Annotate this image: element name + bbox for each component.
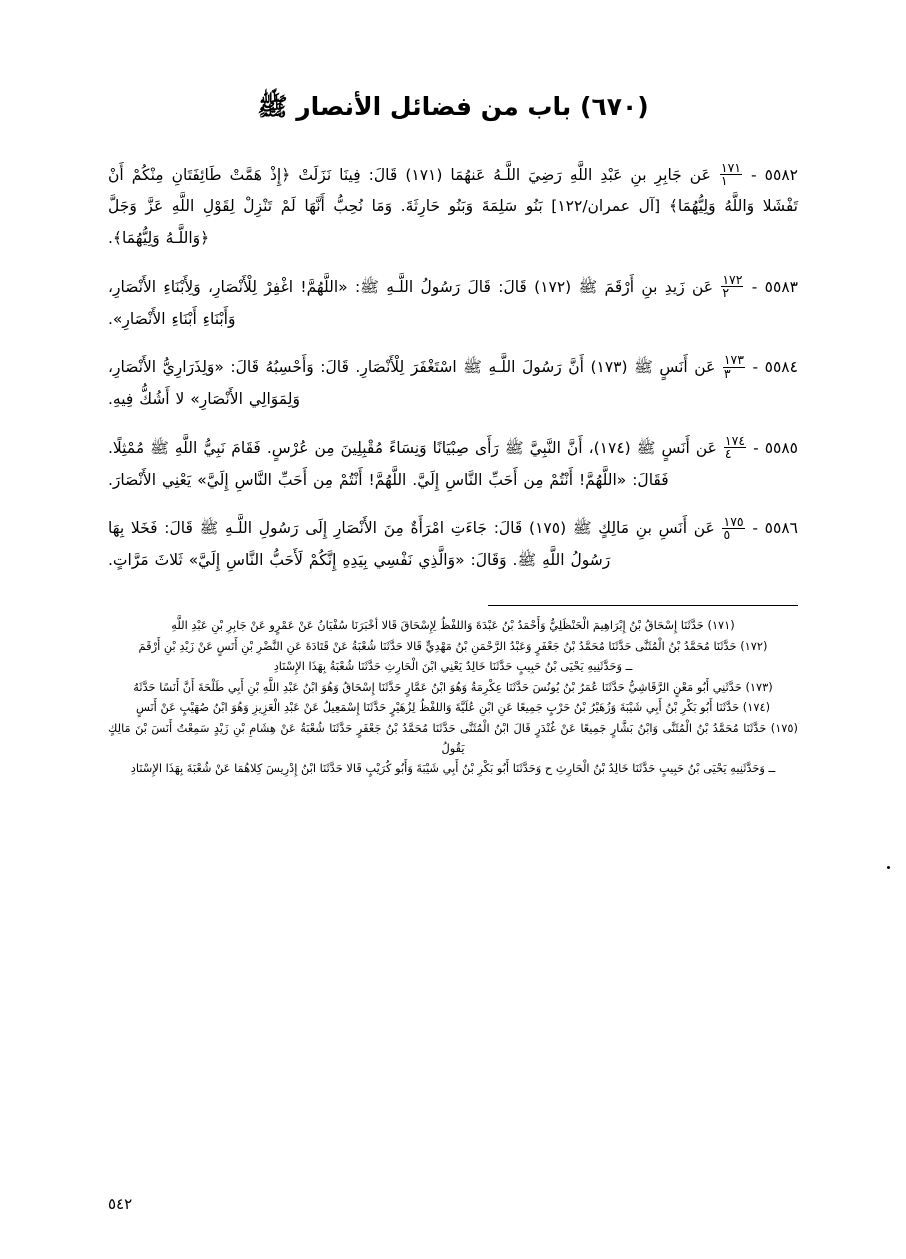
footnote-item (108, 698, 798, 718)
hadith-fraction-bottom: ٤ (724, 446, 732, 462)
hadith-entry (108, 352, 798, 416)
footnote-text: حَدَّثَنَا مُحَمَّدُ بْنُ الْمُثَنَّى وَابْنُ بَشَّارٍ جَمِيعًا عَنْ غُنْدَرٍ قَالَ ابْنُ الْمُثَنَّى حَدَّثَنَا مُحَمَّدُ بْنُ جَعْفَرٍ حَدَّثَنَا شُعْبَةُ عَنْ هِشَامِ بْنِ زَيْدٍ سَمِعْتُ أَنَسَ بْنَ مَالِكٍ يَقُولُ (108, 720, 767, 755)
hadith-fraction-bottom: ٢ (722, 285, 730, 301)
footnote-marker: (١٧٤) (742, 700, 771, 715)
footnote-item (108, 719, 798, 758)
hadith-text: عَن أَنَسِ بنِ مَالِكٍ ﷺ (١٧٥) قَالَ: جَاءَتِ امْرَأَةٌ مِنَ الأَنْصَارِ إِلَى رَسُولِ اللَّـهِ ﷺ قَالَ: فَخَلا بِهَا رَسُولُ اللَّهِ ﷺ. وَقَالَ: «وَالَّذِي نَفْسِي بِيَدِهِ إِنَّكُمْ لَأَحَبُّ النَّاسِ إِلَيَّ» ثَلاثَ مَرَّاتٍ. (108, 519, 715, 570)
hadith-number: ٥٥٨٦ - (752, 519, 798, 538)
margin-dot (887, 866, 890, 869)
hadith-entry (108, 433, 798, 497)
footnote-continuation: ــ وَحَدَّثَنِيهِ يَحْيَى بْنُ حَبِيبٍ حَدَّثَنَا خَالِدُ بْنُ الْحَارِثِ ح وَحَدَّثَنَا أَبُو بَكْرِ بْنُ أَبِي شَيْبَةَ وَأَبُو كُرَيْبٍ قَالا حَدَّثَنَا ابْنُ إِدْرِيسَ كِلاهُمَا عَنْ شُعْبَةَ بِهَذَا الإِسْنَادِ (130, 761, 776, 776)
footnote-marker: (١٧١) (707, 617, 735, 632)
footnote-marker: (١٧٣) (745, 679, 773, 694)
hadith-fraction-top: ١٧٢ (722, 271, 743, 287)
hadith-entry (108, 160, 798, 255)
hadith-fraction (720, 159, 742, 189)
page-title: (٦٧٠) باب من فضائل الأنصار ﷺ (257, 92, 649, 121)
hadith-fraction-top: ١٧٣ (723, 352, 744, 368)
hadith-number: ٥٥٨٥ - (753, 438, 798, 457)
hadith-fraction-bottom: ٥ (723, 527, 731, 543)
hadith-fraction-top: ١٧٥ (723, 513, 744, 529)
footnote-item (108, 637, 798, 657)
footnote-marker: (١٧٥) (770, 720, 798, 735)
footnote-text: حَدَّثَنِي أَبُو مَعْنٍ الرَّقَاشِيُّ حَدَّثَنَا عُمَرُ بْنُ يُونُسَ حَدَّثَنَا عِكْرِمَةُ وَهُوَ ابْنُ عَمَّارٍ حَدَّثَنَا إِسْحَاقُ وَهُوَ ابْنُ عَبْدِ اللَّهِ بْنِ أَبِي طَلْحَةَ أَنَّ أَنَسًا حَدَّثَهُ (133, 679, 742, 694)
footnote-item (108, 616, 798, 636)
hadith-text: عَن أَنَسٍ ﷺ (١٧٤)، أَنَّ النَّبِيَّ ﷺ رَأَى صِبْيَانًا وَنِسَاءً مُقْبِلِينَ مِن عُرْسٍ. فَقَامَ نَبِيُّ اللَّهِ ﷺ مُمْثِلًا. فَقَالَ: «اللَّهُمَّ! أَنْتُمْ مِن أَحَبِّ النَّاسِ إِلَيَّ. اللَّهُمَّ! أَنْتُمْ مِن أَحَبِّ النَّاسِ إِلَيَّ» يَعْنِي الأَنْصَارَ. (108, 438, 717, 489)
footnote-marker: (١٧٢) (740, 638, 768, 653)
hadith-entry (108, 513, 798, 577)
hadith-number: ٥٥٨٤ - (752, 358, 798, 377)
hadith-text: عَن جَابِرِ بنِ عَبْدِ اللَّهِ رَضِيَ اللَّـهُ عَنهُمَا (١٧١) قَالَ: فِينَا نَزَلَتْ ﴿إِذْ هَمَّتْ طَائِفَتَانِ مِنْكُمْ أَنْ تَفْشَلا وَاللَّهُ وَلِيُّهُمَا﴾ [آل عمران/١٢٢] بَنُو سَلِمَةَ وَبَنُو حَارِثَةَ. وَمَا نُحِبُّ أَنَّهَا لَمْ تَنْزِلْ لِقَوْلِ اللَّهِ عَزَّ وَجَلَّ ﴿وَاللَّـهُ وَلِيُّهُمَا﴾. (108, 165, 798, 248)
hadith-fraction (722, 513, 744, 543)
hadith-fraction-top: ١٧٤ (724, 432, 746, 448)
hadith-fraction (724, 432, 746, 462)
hadith-fraction-top: ١٧١ (720, 159, 742, 175)
footnote-separator (488, 605, 798, 606)
footnote-text: حَدَّثَنَا أَبُو بَكْرِ بْنُ أَبِي شَيْبَةَ وَزُهَيْرُ بْنُ حَرْبٍ جَمِيعًا عَنِ ابْنِ عُلَيَّةَ وَاللفْظُ لِزُهَيْرٍ حَدَّثَنَا إِسْمَعِيلُ عَنْ عَبْدِ الْعَزِيزِ وَهُوَ ابْنُ صُهَيْبٍ عَنْ أَنَسٍ (135, 700, 740, 715)
page-number: ٥٤٢ (108, 1195, 133, 1213)
hadith-number: ٥٥٨٣ - (751, 277, 798, 296)
hadith-entry (108, 272, 798, 336)
footnote-continuation: ــ وَحَدَّثَنِيهِ يَحْيَى بْنُ حَبِيبٍ حَدَّثَنَا خَالِدٌ يَعْنِي ابْنَ الْحَارِثِ حَدَّثَنَا شُعْبَةُ بِهَذَا الإِسْنَادِ (273, 659, 633, 674)
hadith-text: عَن زَيدِ بنِ أَرْقَمَ ﷺ (١٧٢) قَالَ: قَالَ رَسُولُ اللَّـهِ ﷺ: «اللَّهُمَّ! اغْفِرْ لِلْأَنْصَارِ، وَلِأَبْنَاءِ الأَنْصَارِ، وَأَبْنَاءِ أَبْنَاءِ الأَنْصَارِ». (108, 277, 714, 328)
footnote-list (0, 616, 906, 779)
hadith-number: ٥٥٨٢ - (751, 165, 798, 184)
hadith-fraction-bottom: ١ (720, 173, 728, 189)
hadith-fraction-bottom: ٣ (723, 365, 731, 381)
footnote-item (108, 678, 798, 698)
hadith-list (0, 160, 906, 577)
hadith-fraction (721, 271, 743, 301)
hadith-fraction (723, 354, 745, 380)
footnote-text: حَدَّثَنَا مُحَمَّدُ بْنُ الْمُثَنَّى حَدَّثَنَا مُحَمَّدُ بْنُ جَعْفَرٍ وَعَبْدُ الرَّحْمَنِ بْنُ مَهْدِيٍّ قَالا حَدَّثَنَا شُعْبَةُ عَنْ قَتَادَةَ عَنِ النَّضْرِ بْنِ أَنَسٍ عَنْ زَيْدِ بْنِ أَرْقَمَ (138, 638, 737, 653)
footnote-text: حَدَّثَنَا إِسْحَاقُ بْنُ إِبْرَاهِيمَ الْحَنْظَلِيُّ وَأَحْمَدُ بْنُ عَبْدَةَ وَاللفْظُ لِإِسْحَاقَ قَالا أخْبَرَنَا سُفْيَانُ عَنْ عَمْرٍو عَنْ جَابِرِ بْنِ عَبْدِ اللَّهِ (171, 617, 704, 632)
hadith-text: عَن أَنَسٍ ﷺ (١٧٣) أَنَّ رَسُولَ اللَّـهِ ﷺ اسْتَغْفَرَ لِلْأَنْصَارِ. قَالَ: وَأَحْسِبُهُ قَالَ: «وَلِذَرَارِيُّ الأَنْصَارِ، وَلِمَوَالِي الأَنْصَارِ» لا أَشُكُّ فِيهِ. (108, 358, 716, 409)
